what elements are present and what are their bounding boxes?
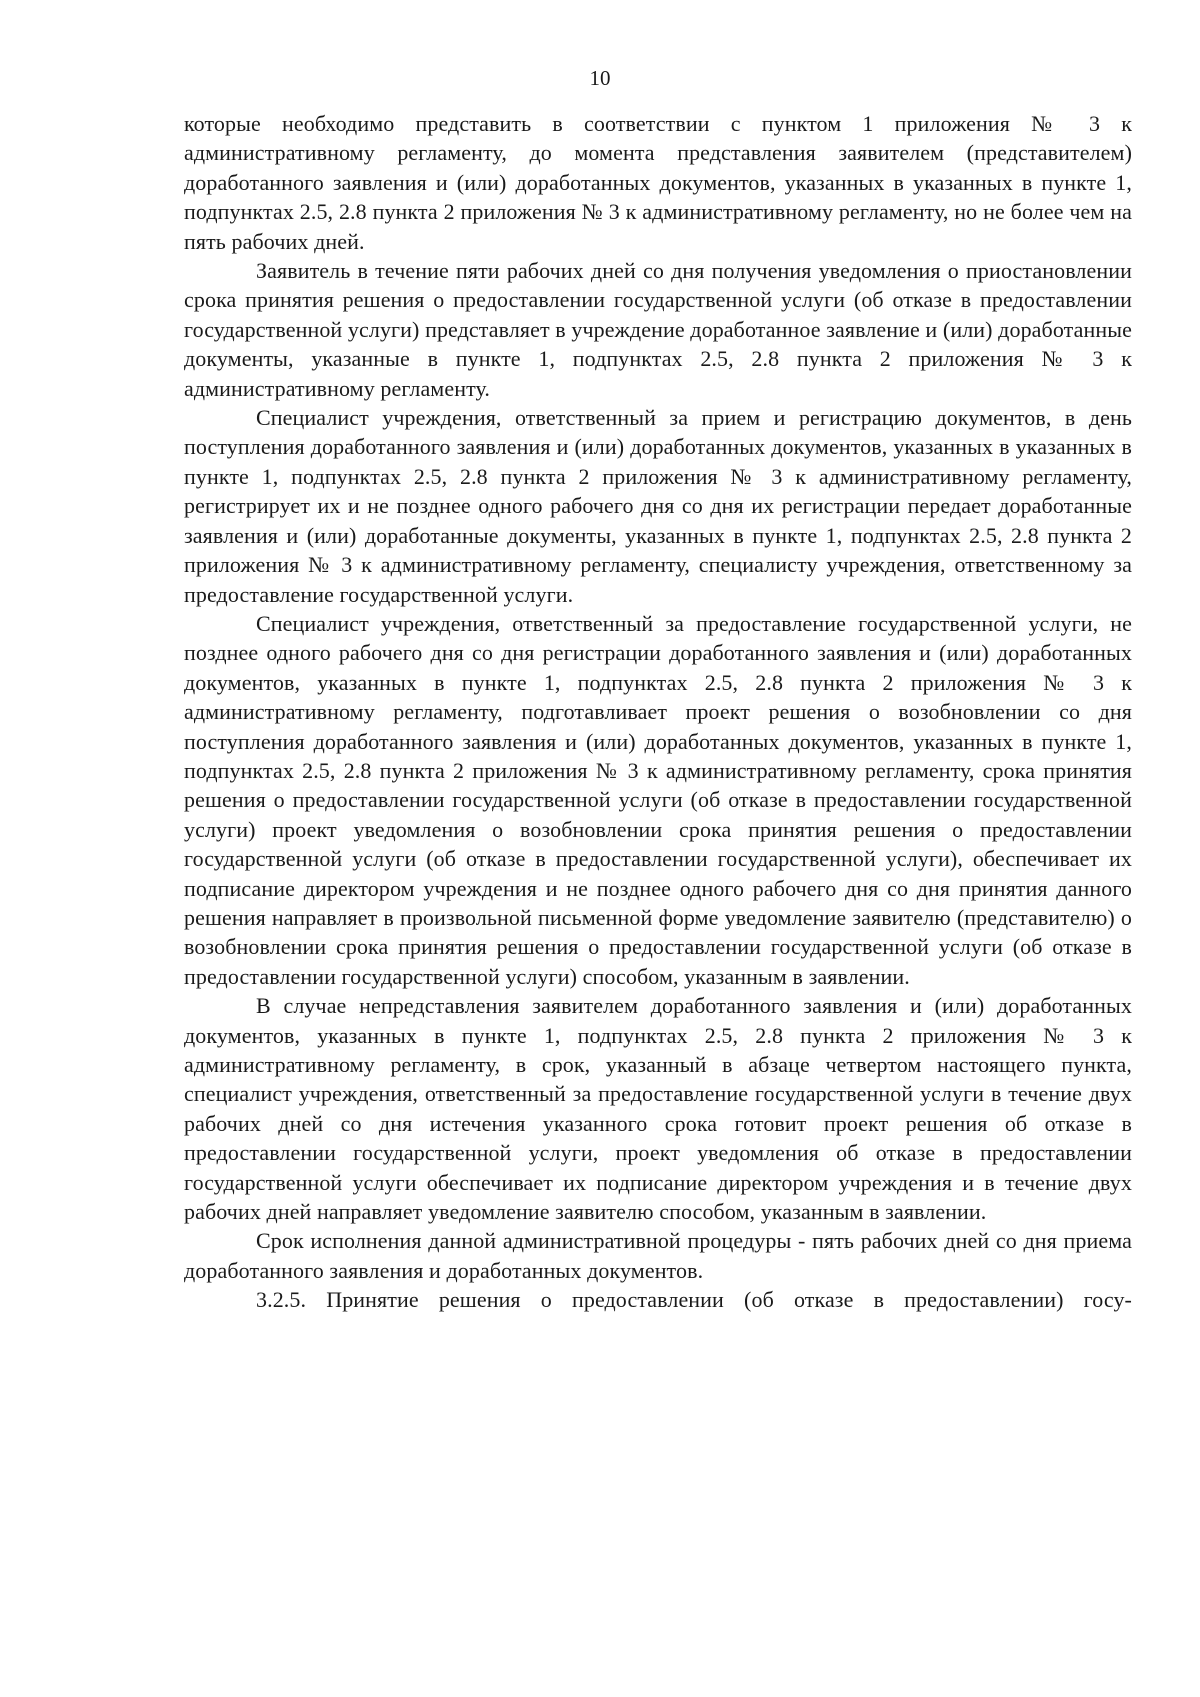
paragraph-procedure-term: Срок исполнения данной административной процедуры - пять рабочих дней со дня приема доработанного заявления и доработанных документов.	[184, 1228, 1132, 1283]
document-body	[184, 109, 1132, 1315]
page-number: 10	[589, 66, 611, 90]
paragraph-continuation: которые необходимо представить в соответствии с пунктом 1 приложения № 3 к административному регламенту, до момента представления заявителем (представителем) доработанного заявления и (или) доработанных документов, указанных в указанных в пункте 1, подпунктах 2.5, 2.8 пункта 2 приложения № 3 к административному регламенту, но не более чем на пять рабочих дней.	[184, 111, 1132, 254]
paragraph-applicant-submission: Заявитель в течение пяти рабочих дней со дня получения уведомления о приостановлении срока принятия решения о предоставлении государственной услуги (об отказе в предоставлении государственной услуги) представляет в учреждение доработанное заявление и (или) доработанные документы, указанные в пункте 1, подпунктах 2.5, 2.8 пункта 2 приложения № 3 к административному регламенту.	[184, 258, 1132, 401]
paragraph-service-specialist: Специалист учреждения, ответственный за предоставление государственной услуги, не позднее одного рабочего дня со дня регистрации доработанного заявления и (или) доработанных документов, указанных в пункте 1, подпунктах 2.5, 2.8 пункта 2 приложения № 3 к административному регламенту, подготавливает проект решения о возобновлении со дня поступления доработанного заявления и (или) доработанных документов, указанных в пункте 1, подпунктах 2.5, 2.8 пункта 2 приложения № 3 к административному регламенту, срока принятия решения о предоставлении государственной услуги (об отказе в предоставлении государственной услуги) проект уведомления о возобновлении срока принятия решения о предоставлении государственной услуги (об отказе в предоставлении государственной услуги), обеспечивает их подписание директором учреждения и не позднее одного рабочего дня со дня принятия данного решения направляет в произвольной письменной форме уведомление заявителю (представителю) о возобновлении срока принятия решения о предоставлении государственной услуги (об отказе в предоставлении государственной услуги) способом, указанным в заявлении.	[184, 610, 1132, 989]
paragraph-non-submission: В случае непредставления заявителем доработанного заявления и (или) доработанных документов, указанных в пункте 1, подпунктах 2.5, 2.8 пункта 2 приложения № 3 к административному регламенту, в срок, указанный в абзаце четвертом настоящего пункта, специалист учреждения, ответственный за предоставление государственной услуги в течение двух рабочих дней со дня истечения указанного срока готовит проект решения об отказе в предоставлении государственной услуги, проект уведомления об отказе в предоставлении государственной услуги обеспечивает их подписание директором учреждения и в течение двух рабочих дней направляет уведомление заявителю способом, указанным в заявлении.	[184, 993, 1132, 1225]
paragraph-section-heading: 3.2.5. Принятие решения о предоставлении (об отказе в предоставлении) госу-	[256, 1287, 1132, 1313]
paragraph-registration-specialist: Специалист учреждения, ответственный за прием и регистрацию документов, в день поступления доработанного заявления и (или) доработанных документов, указанных в указанных в пункте 1, подпунктах 2.5, 2.8 пункта 2 приложения № 3 к административному регламенту, регистрирует их и не позднее одного рабочего дня со дня их регистрации передает доработанные заявления и (или) доработанные документы, указанных в пункте 1, подпунктах 2.5, 2.8 пункта 2 приложения № 3 к административному регламенту, специалисту учреждения, ответственному за предоставление государственной услуги.	[184, 405, 1132, 607]
